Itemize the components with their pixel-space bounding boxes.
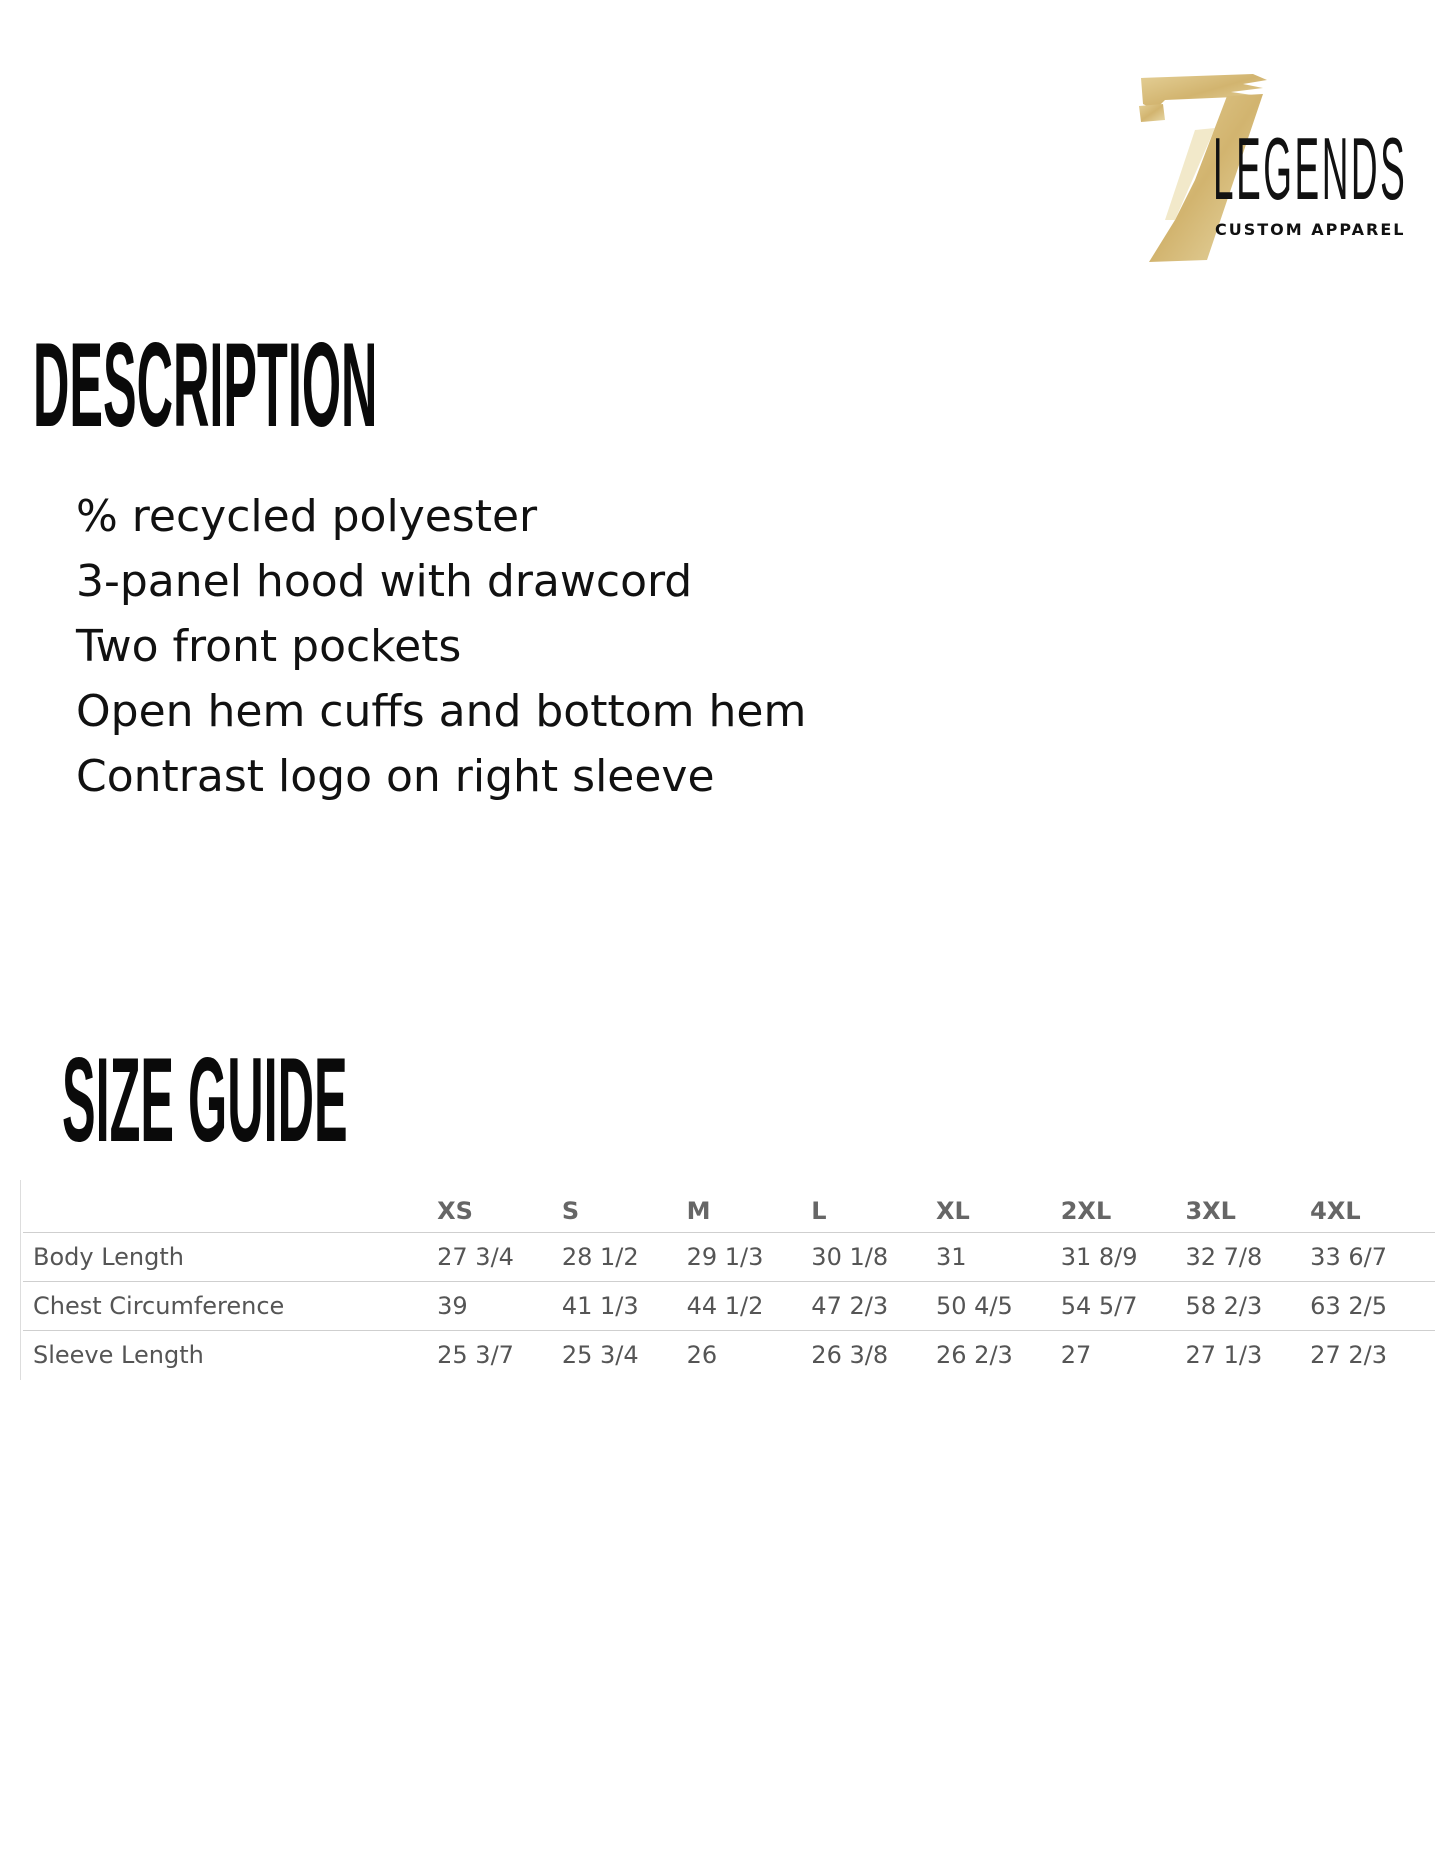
table-cell: 27 2/3 [1310, 1341, 1387, 1369]
description-item: % recycled polyester [76, 491, 538, 542]
table-row-chest-circumference [23, 1282, 1435, 1331]
table-cell: 27 [1060, 1341, 1092, 1369]
table-cell: 27 3/4 [437, 1233, 562, 1282]
size-guide-heading: SIZE GUIDE [62, 1033, 348, 1167]
description-item: Two front pockets [76, 621, 462, 672]
size-table-container [20, 1180, 1436, 1380]
table-cell: 39 [437, 1282, 562, 1331]
logo-tagline: CUSTOM APPAREL [1215, 220, 1406, 239]
size-header-2xl: 2XL [1061, 1180, 1186, 1233]
table-cell: 26 [686, 1341, 718, 1369]
size-header-s: S [562, 1180, 687, 1233]
table-cell: 41 1/3 [562, 1282, 687, 1331]
size-header-xl: XL [936, 1180, 1061, 1233]
table-row-body-length [23, 1233, 1435, 1282]
table-row-sleeve-length [23, 1331, 1435, 1380]
description-item: Contrast logo on right sleeve [76, 751, 715, 802]
table-cell: 63 2/5 [1310, 1282, 1435, 1331]
table-cell: 28 1/2 [562, 1233, 687, 1282]
table-cell: 33 6/7 [1310, 1233, 1435, 1282]
table-cell: 31 [936, 1233, 1061, 1282]
table-cell: 58 2/3 [1185, 1282, 1310, 1331]
table-cell: 26 2/3 [936, 1341, 1013, 1369]
row-label: Body Length [23, 1233, 437, 1282]
row-label: Sleeve Length [33, 1341, 204, 1369]
table-cell: 30 1/8 [811, 1233, 936, 1282]
table-cell: 47 2/3 [811, 1282, 936, 1331]
logo-wordmark: LEGENDS [1213, 119, 1408, 218]
size-header-l: L [811, 1180, 936, 1233]
description-heading: DESCRIPTION [33, 318, 378, 452]
table-cell: 27 1/3 [1185, 1341, 1263, 1369]
table-cell: 29 1/3 [687, 1233, 812, 1282]
size-header-m: M [687, 1180, 812, 1233]
description-list [76, 484, 806, 809]
row-label: Chest Circumference [23, 1282, 437, 1331]
table-cell: 44 1/2 [687, 1282, 812, 1331]
size-header-3xl: 3XL [1185, 1180, 1310, 1233]
description-item: 3-panel hood with drawcord [76, 556, 693, 607]
table-cell: 54 5/7 [1061, 1282, 1186, 1331]
description-item: Open hem cuffs and bottom hem [76, 686, 807, 737]
table-cell: 31 8/9 [1061, 1233, 1186, 1282]
table-cell: 50 4/5 [936, 1282, 1061, 1331]
table-cell: 25 3/4 [561, 1341, 639, 1369]
size-header-row [23, 1180, 1435, 1233]
table-cell: 26 3/8 [811, 1341, 889, 1369]
table-cell: 32 7/8 [1185, 1233, 1310, 1282]
size-header-xs: XS [437, 1180, 562, 1233]
size-header-4xl: 4XL [1310, 1180, 1435, 1233]
size-header-empty [23, 1180, 437, 1233]
brand-logo [1135, 70, 1415, 265]
table-cell: 25 3/7 [437, 1341, 514, 1369]
size-table [23, 1180, 1435, 1379]
